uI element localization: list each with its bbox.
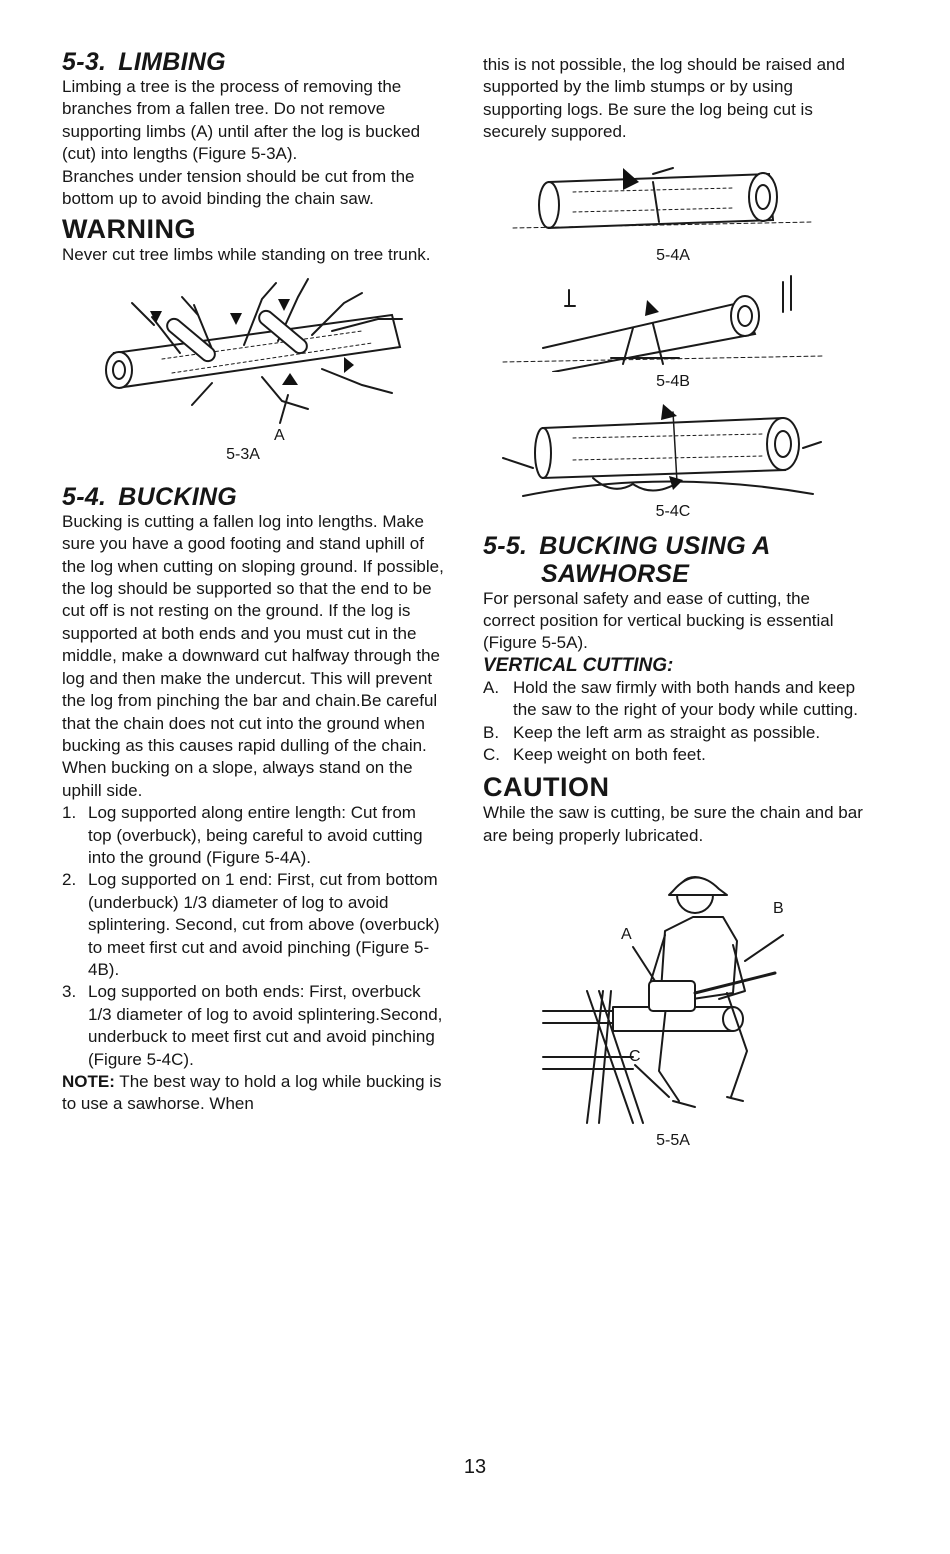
left-column xyxy=(62,48,444,1116)
sawhorse-title-line-1: BUCKING USING A xyxy=(539,531,771,560)
underbuck-one-end-illustration xyxy=(483,272,863,372)
sawhorse-number: 5-5. xyxy=(483,531,528,560)
list-marker: 3. xyxy=(62,982,77,1002)
page-number: 13 xyxy=(463,1456,487,1478)
limbing-heading xyxy=(62,48,444,76)
note-label: NOTE: xyxy=(62,1072,115,1091)
figure-5-5a-callout-a: A xyxy=(621,926,632,944)
figure-5-4a xyxy=(483,162,863,266)
underbuck-both-ends-illustration xyxy=(483,398,863,502)
bucking-title: BUCKING xyxy=(118,482,238,511)
vertical-cutting-steps-list xyxy=(483,677,863,767)
bucking-note xyxy=(62,1071,444,1116)
limbing-illustration xyxy=(62,275,444,445)
bucking-paragraph-2: When bucking on a slope, always stand on the uphill side. xyxy=(62,758,413,800)
limbing-paragraph-2: Branches under tension should be cut from the bottom up to avoid binding the chain saw. xyxy=(62,166,415,209)
list-text: Keep weight on both feet. xyxy=(513,745,706,765)
figure-5-4c-caption: 5-4C xyxy=(655,502,691,520)
sawhorse-title-line-2: SAWHORSE xyxy=(541,559,690,588)
sawhorse-cutting-illustration xyxy=(483,861,863,1131)
list-text: Log supported on 1 end: First, cut from bottom (underbuck) 1/3 diameter of log to avoid splintering. Second, cut from above (overbuck) to meet first cut and avoid pinching (Figure 5-4B). xyxy=(88,870,440,979)
bucking-steps-list xyxy=(62,802,444,1071)
caution-heading: CAUTION xyxy=(483,772,610,803)
figure-5-5a xyxy=(483,861,863,1151)
caution-text: While the saw is cutting, be sure the chain and bar are being properly lubricated. xyxy=(483,803,863,845)
note-text: The best way to hold a log while bucking is to use a sawhorse. When xyxy=(62,1072,442,1114)
list-item xyxy=(483,744,863,766)
figure-5-3a xyxy=(62,275,444,465)
figure-5-4a-caption: 5-4A xyxy=(656,246,690,264)
list-marker: 1. xyxy=(62,803,77,823)
list-item xyxy=(62,981,444,1071)
list-marker: B. xyxy=(483,722,500,742)
list-marker: 2. xyxy=(62,870,77,890)
bucking-note-continued: this is not possible, the log should be raised and supported by the limb stumps or by using supporting logs. Be sure the log being cut is securely suppored. xyxy=(483,55,845,142)
limbing-title: LIMBING xyxy=(118,48,226,76)
figure-5-4c xyxy=(483,398,863,522)
list-text: Hold the saw firmly with both hands and keep the saw to the right of your body while cutting. xyxy=(513,677,858,720)
vertical-cutting-subheading: VERTICAL CUTTING: xyxy=(483,654,674,676)
figure-5-3a-caption: 5-3A xyxy=(226,445,260,463)
list-marker: C. xyxy=(483,745,500,765)
list-text: Log supported along entire length: Cut from top (overbuck), being careful to avoid cutting into the ground (Figure 5-4A). xyxy=(88,803,423,867)
figure-5-4b-caption: 5-4B xyxy=(656,372,690,390)
list-item xyxy=(62,802,444,869)
limbing-paragraph-1: Limbing a tree is the process of removing the branches from a fallen tree. Do not remove supporting limbs (A) until after the log is bucked (cut) into lengths (Figure 5-3A). xyxy=(62,77,421,164)
sawhorse-intro: For personal safety and ease of cutting, the correct position for vertical bucking is essential (Figure 5-5A). xyxy=(483,588,834,653)
list-text: Keep the left arm as straight as possible. xyxy=(513,722,821,742)
warning-text: Never cut tree limbs while standing on tree trunk. xyxy=(62,245,431,265)
warning-heading: WARNING xyxy=(62,214,196,245)
list-item xyxy=(483,722,863,744)
list-text: Log supported on both ends: First, overbuck 1/3 diameter of log to avoid splintering.Second, underbuck to meet first cut and avoid pinching (Figure 5-4C). xyxy=(88,982,443,1069)
list-item xyxy=(62,869,444,981)
sawhorse-heading xyxy=(483,532,863,588)
figure-5-5a-callout-c: C xyxy=(629,1048,641,1066)
figure-5-4b xyxy=(483,272,863,392)
figure-5-3a-callout-a: A xyxy=(274,426,285,444)
overbuck-illustration xyxy=(483,162,863,246)
bucking-heading xyxy=(62,483,444,511)
right-column xyxy=(483,54,863,1151)
list-item xyxy=(483,677,863,722)
figure-5-5a-callout-b: B xyxy=(773,900,784,918)
bucking-paragraph-1: Bucking is cutting a fallen log into lengths. Make sure you have a good footing and stand uphill of the log when cutting on sloping ground. If possible, the log should be supported so that the end to be cut off is not resting on the ground. If the log is supported at both ends and you must cut in the middle, make a downward cut halfway through the log and then make the undercut. This will prevent the log from pinching the bar and chain.Be careful that the chain does not cut into the ground when bucking as this causes rapid dulling of the chain. xyxy=(62,511,444,755)
bucking-number: 5-4. xyxy=(62,482,107,511)
limbing-number: 5-3. xyxy=(62,48,107,76)
figure-5-5a-caption: 5-5A xyxy=(656,1132,690,1150)
list-marker: A. xyxy=(483,677,500,697)
